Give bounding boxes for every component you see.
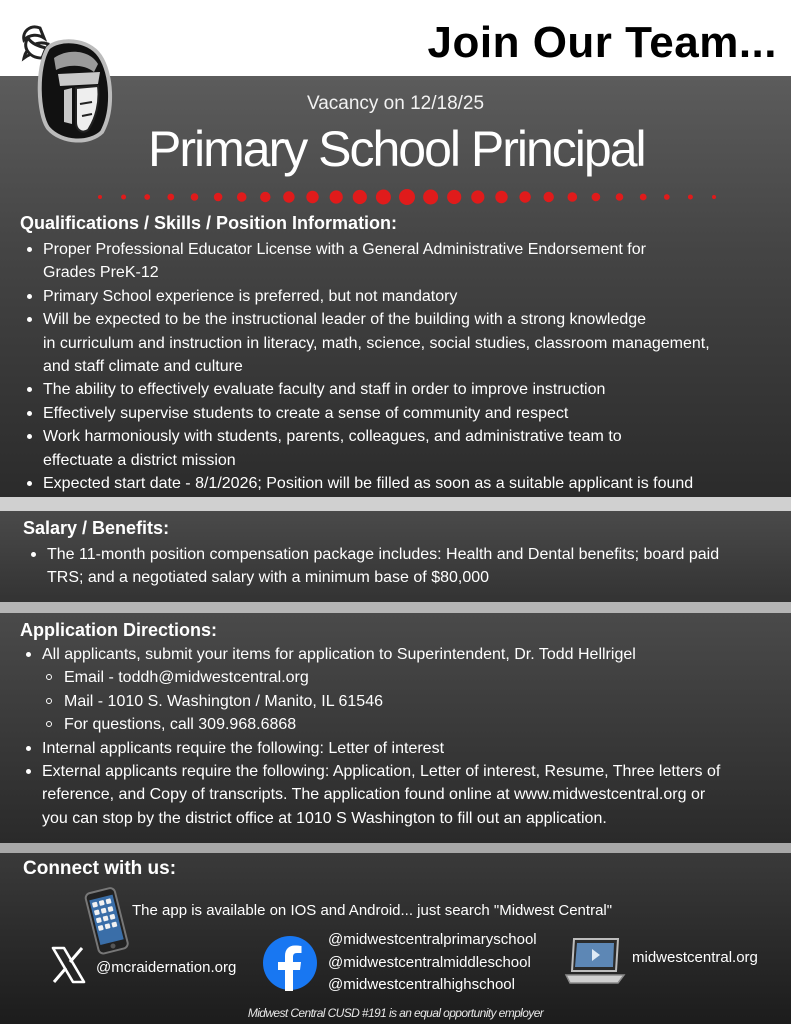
decorative-dot: [568, 192, 578, 202]
decorative-dot: [712, 195, 716, 199]
decorative-dot: [98, 195, 102, 199]
facebook-handle-primary[interactable]: @midwestcentralprimaryschool: [328, 931, 537, 948]
list-item: The ability to effectively evaluate faculty and staff in order to improve instruction: [21, 378, 710, 401]
list-item: All applicants, submit your items for application to Superintendent, Dr. Todd Hellrigel: [20, 643, 720, 666]
phone-item: For questions, call 309.968.6868: [20, 713, 720, 736]
decorative-dot: [399, 189, 415, 205]
list-item: Expected start date - 8/1/2026; Position will be filled as soon as a suitable applicant is found: [21, 472, 710, 495]
equal-opportunity-footer: Midwest Central CUSD #191 is an equal opportunity employer: [247, 1006, 544, 1020]
decorative-dot: [330, 190, 343, 203]
decorative-dot: [616, 193, 624, 201]
list-item: Work harmoniously with students, parents, colleagues, and administrative team to effectuate a district mission: [21, 425, 710, 472]
website-link[interactable]: midwestcentral.org: [632, 949, 758, 966]
qualifications-heading: Qualifications / Skills / Position Information:: [20, 213, 398, 233]
decorative-dot: [260, 192, 270, 202]
salary-heading: Salary / Benefits:: [23, 518, 170, 538]
decorative-dot: [167, 194, 174, 201]
decorative-dot: [191, 193, 199, 201]
mail-item: Mail - 1010 S. Washington / Manito, IL 61546: [20, 690, 720, 713]
decorative-dot: [519, 191, 530, 202]
application-list: [20, 643, 720, 830]
qualifications-list: [21, 238, 710, 495]
salary-list: [25, 543, 719, 590]
smartphone-icon: [80, 886, 132, 958]
decorative-dot: [121, 195, 126, 200]
divider: [0, 497, 791, 511]
facebook-handle-high[interactable]: @midwestcentralhighschool: [328, 976, 515, 993]
decorative-dot: [144, 194, 150, 200]
divider: [0, 602, 791, 613]
list-item: Effectively supervise students to create a sense of community and respect: [21, 402, 710, 425]
app-availability-text: The app is available on IOS and Android... just search "Midwest Central": [132, 902, 613, 919]
decorative-dot: [237, 192, 247, 202]
list-item: Proper Professional Educator License with a General Administrative Endorsement for Grades PreK-12: [21, 238, 710, 285]
decorative-dot: [664, 194, 670, 200]
facebook-handle-middle[interactable]: @midwestcentralmiddleschool: [328, 953, 531, 971]
decorative-dot: [447, 190, 461, 204]
list-item: The 11-month position compensation package includes: Health and Dental benefits; board paid TRS; and a negotiated salary with a minimum base of $80,000: [25, 543, 719, 590]
decorative-dot: [353, 190, 367, 204]
list-item: Primary School experience is preferred, but not mandatory: [21, 285, 710, 308]
decorative-dot: [214, 193, 223, 202]
facebook-icon[interactable]: [262, 935, 318, 991]
decorative-dot: [592, 193, 601, 202]
decorative-dot: [306, 191, 318, 203]
divider: [0, 843, 791, 853]
laptop-icon: [564, 935, 626, 987]
email-item[interactable]: Email - toddh@midwestcentral.org: [20, 666, 720, 689]
list-item: Will be expected to be the instructional leader of the building with a strong knowledge in curriculum and instruction in literacy, math, science, social studies, classroom management, and staff climate and culture: [21, 308, 710, 378]
decorative-dot: [471, 190, 484, 203]
knight-helmet-logo-icon: [18, 18, 118, 146]
list-item: Internal applicants require the following: Letter of interest: [20, 737, 720, 760]
decorative-dot: [376, 190, 391, 205]
vacancy-date: Vacancy on 12/18/25: [306, 93, 485, 114]
decorative-dot: [640, 194, 647, 201]
facebook-handles: [328, 929, 537, 997]
decorative-dot-divider: [92, 186, 722, 208]
job-title: Primary School Principal: [148, 121, 645, 177]
decorative-dot: [423, 190, 438, 205]
application-heading: Application Directions:: [20, 620, 218, 640]
list-item: External applicants require the following: Application, Letter of interest, Resume, Three letters of reference, and Copy of transcripts. The application found online at www.midwestcentral.org or you can stop by the district office at 1010 S Washington to fill out an application.: [20, 760, 720, 830]
decorative-dot: [495, 191, 507, 203]
headline: Join Our Team...: [427, 18, 777, 67]
connect-heading: Connect with us:: [23, 858, 177, 879]
x-logo-icon[interactable]: [50, 946, 86, 984]
decorative-dot: [688, 195, 693, 200]
decorative-dot: [544, 192, 554, 202]
x-handle-link[interactable]: @mcraidernation.org: [96, 959, 237, 976]
decorative-dot: [283, 191, 294, 202]
